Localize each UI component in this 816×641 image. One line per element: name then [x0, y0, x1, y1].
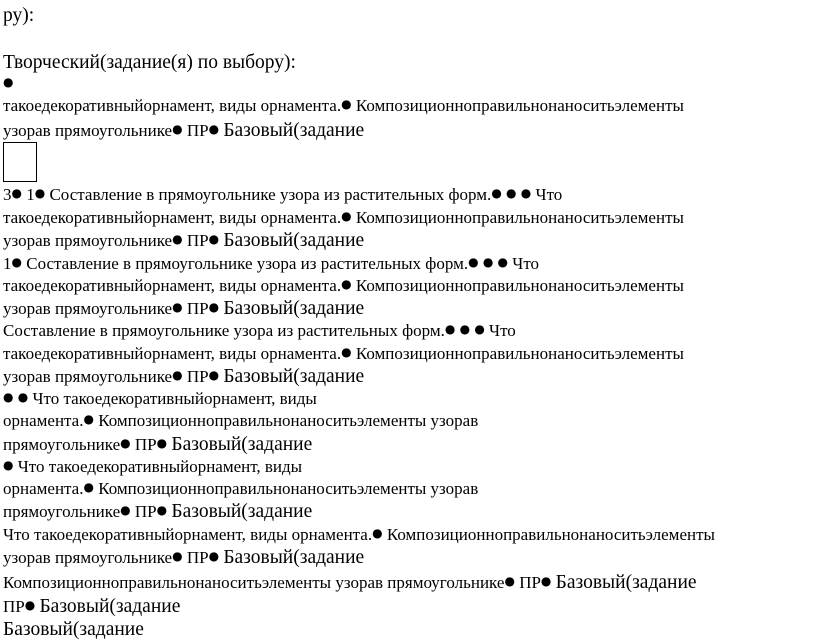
text-fragment: Составление в прямоугольнике узора из растительных форм. [26, 254, 469, 273]
bullet-icon: ● [11, 255, 22, 269]
text-line [3, 573, 697, 593]
text-fragment: Базовый(задание [171, 434, 313, 455]
text-line [3, 367, 364, 387]
bullet-icon: ● [120, 436, 131, 450]
text-fragment: Базовый(задание [171, 501, 313, 522]
bullet-icon: ● [172, 300, 183, 314]
bullet-icon: ● [24, 598, 36, 612]
text-line [3, 548, 364, 568]
bullet-icon: ● [172, 549, 183, 563]
bullet-icon: ● [444, 322, 456, 336]
bullet-icon: ● [459, 322, 471, 336]
text-line [3, 597, 180, 617]
bullet-icon: ● [341, 345, 352, 359]
text-line [3, 186, 562, 203]
text-fragment: Композиционноправильнонаноситьэлементы [355, 96, 684, 115]
text-fragment: Что [512, 254, 540, 273]
section-heading [3, 53, 296, 73]
text-line [3, 299, 364, 319]
bullet-icon: ● [497, 255, 509, 269]
bullet-icon: ● [341, 277, 352, 291]
bullet-icon: ● [3, 390, 14, 404]
text-line [3, 255, 539, 272]
text-line [3, 345, 684, 362]
bullet-icon: ● [520, 186, 532, 200]
text-fragment: прямоугольнике [3, 435, 121, 454]
bullet-icon: ● [11, 186, 22, 200]
bullet-icon: ● [474, 322, 485, 336]
text-line [3, 231, 364, 251]
bullet-icon: ● [120, 503, 131, 517]
text-fragment: 1 [26, 185, 35, 204]
text-line [3, 412, 478, 429]
text-line [3, 121, 364, 141]
text-fragment: Композиционноправильнонаноситьэлементы [386, 525, 715, 544]
bullet-icon: ● [156, 503, 168, 517]
text-fragment: Что [489, 321, 516, 340]
text-fragment: такоедекоративныйорнамент, виды орнамента. [3, 276, 342, 295]
bullet-icon: ● [172, 368, 183, 382]
text-fragment: такоедекоративныйорнамент, виды орнамента. [3, 208, 342, 227]
text-fragment: орнамента. [3, 479, 84, 498]
text-fragment: Композиционноправильнонаноситьэлементы узорав [98, 411, 479, 430]
text-fragment: ПР [3, 597, 25, 616]
text-fragment: орнамента. [3, 411, 84, 430]
text-line [3, 526, 715, 543]
bullet-icon: ● [208, 300, 220, 314]
text-fragment: 1 [3, 254, 12, 273]
text-fragment: узорав прямоугольнике [3, 367, 173, 386]
text-fragment: Базовый(задание [223, 230, 365, 251]
bullet-icon: ● [491, 186, 502, 200]
text-fragment: 3 [3, 185, 12, 204]
text-line [3, 620, 144, 640]
empty-image-frame [3, 142, 37, 182]
text-line [3, 209, 684, 226]
text-fragment: Базовый(задание [3, 619, 144, 640]
text-fragment: Базовый(задание [223, 366, 365, 387]
text-fragment: Композиционноправильнонаноситьэлементы узорав [98, 479, 479, 498]
bullet-icon: ● [83, 412, 94, 426]
bullet-icon: ● [208, 232, 220, 246]
text-fragment: ПР [134, 502, 157, 521]
text-line [3, 435, 312, 455]
bullet-icon: ● [3, 458, 14, 472]
bullet-icon: ● [341, 97, 352, 111]
text-fragment: такоедекоративныйорнамент, виды орнамента. [3, 344, 342, 363]
bullet-icon: ● [156, 436, 168, 450]
bullet-icon: ● [208, 122, 220, 136]
text-fragment: узорав прямоугольнике [3, 121, 173, 140]
bullet-icon: ● [468, 255, 479, 269]
text-fragment: Композиционноправильнонаноситьэлементы [355, 208, 684, 227]
bullet-icon: ● [482, 255, 494, 269]
text-fragment: Составление в прямоугольнике узора из растительных форм. [49, 185, 492, 204]
text-fragment: узорав прямоугольнике [3, 548, 173, 567]
text-fragment: Базовый(задание [555, 572, 697, 593]
text-fragment: Базовый(задание [223, 547, 365, 568]
text-fragment: Что [535, 185, 563, 204]
text-line [3, 97, 684, 114]
text-fragment: ПР [519, 573, 541, 592]
text-fragment: Составление в прямоугольнике узора из растительных форм. [3, 321, 445, 340]
bullet-icon: ● [208, 549, 220, 563]
text-fragment: узорав прямоугольнике [3, 299, 173, 318]
text-fragment: Творческий(задание(я) по выбору): [3, 52, 296, 73]
text-fragment: Базовый(задание [223, 120, 365, 141]
text-line [3, 502, 312, 522]
text-fragment: такоедекоративныйорнамент, виды орнамента. [3, 96, 342, 115]
text-fragment: ПР [134, 435, 157, 454]
text-fragment: Композиционноправильнонаноситьэлементы узорав прямоугольнике [3, 573, 505, 592]
bullet-icon: ● [172, 232, 183, 246]
text-fragment: ПР [186, 231, 209, 250]
bullet-icon: ● [504, 574, 515, 588]
text-fragment: Композиционноправильнонаноситьэлементы [355, 344, 684, 363]
text-fragment: ПР [186, 121, 209, 140]
bullet-icon: ● [372, 526, 383, 540]
text-line [3, 75, 13, 92]
text-fragment: прямоугольнике [3, 502, 121, 521]
text-fragment: ру): [3, 5, 35, 26]
text-fragment: Композиционноправильнонаноситьэлементы [355, 276, 684, 295]
text-line [3, 480, 478, 497]
text-fragment: Базовый(задание [39, 596, 181, 617]
text-fragment: ПР [186, 299, 209, 318]
bullet-icon: ● [341, 209, 352, 223]
text-fragment: ПР [186, 548, 209, 567]
text-fragment: Что такоедекоративныйорнамент, виды [17, 457, 303, 476]
text-fragment: Что такоедекоративныйорнамент, виды орнамента. [3, 525, 373, 544]
bullet-icon: ● [540, 574, 552, 588]
bullet-icon: ● [17, 390, 29, 404]
bullet-icon: ● [506, 186, 517, 200]
text-line [3, 277, 684, 294]
text-fragment: узорав прямоугольнике [3, 231, 173, 250]
bullet-icon: ● [3, 75, 14, 89]
text-fragment: Что такоедекоративныйорнамент, виды [32, 389, 317, 408]
bullet-icon: ● [34, 186, 46, 200]
bullet-icon: ● [172, 122, 183, 136]
text-fragment: Базовый(задание [223, 298, 365, 319]
text-line [3, 390, 317, 407]
text-fragment: ПР [186, 367, 209, 386]
text-line [3, 458, 302, 475]
bullet-icon: ● [208, 368, 220, 382]
bullet-icon: ● [83, 480, 94, 494]
text-line [3, 6, 34, 26]
text-line [3, 322, 516, 339]
